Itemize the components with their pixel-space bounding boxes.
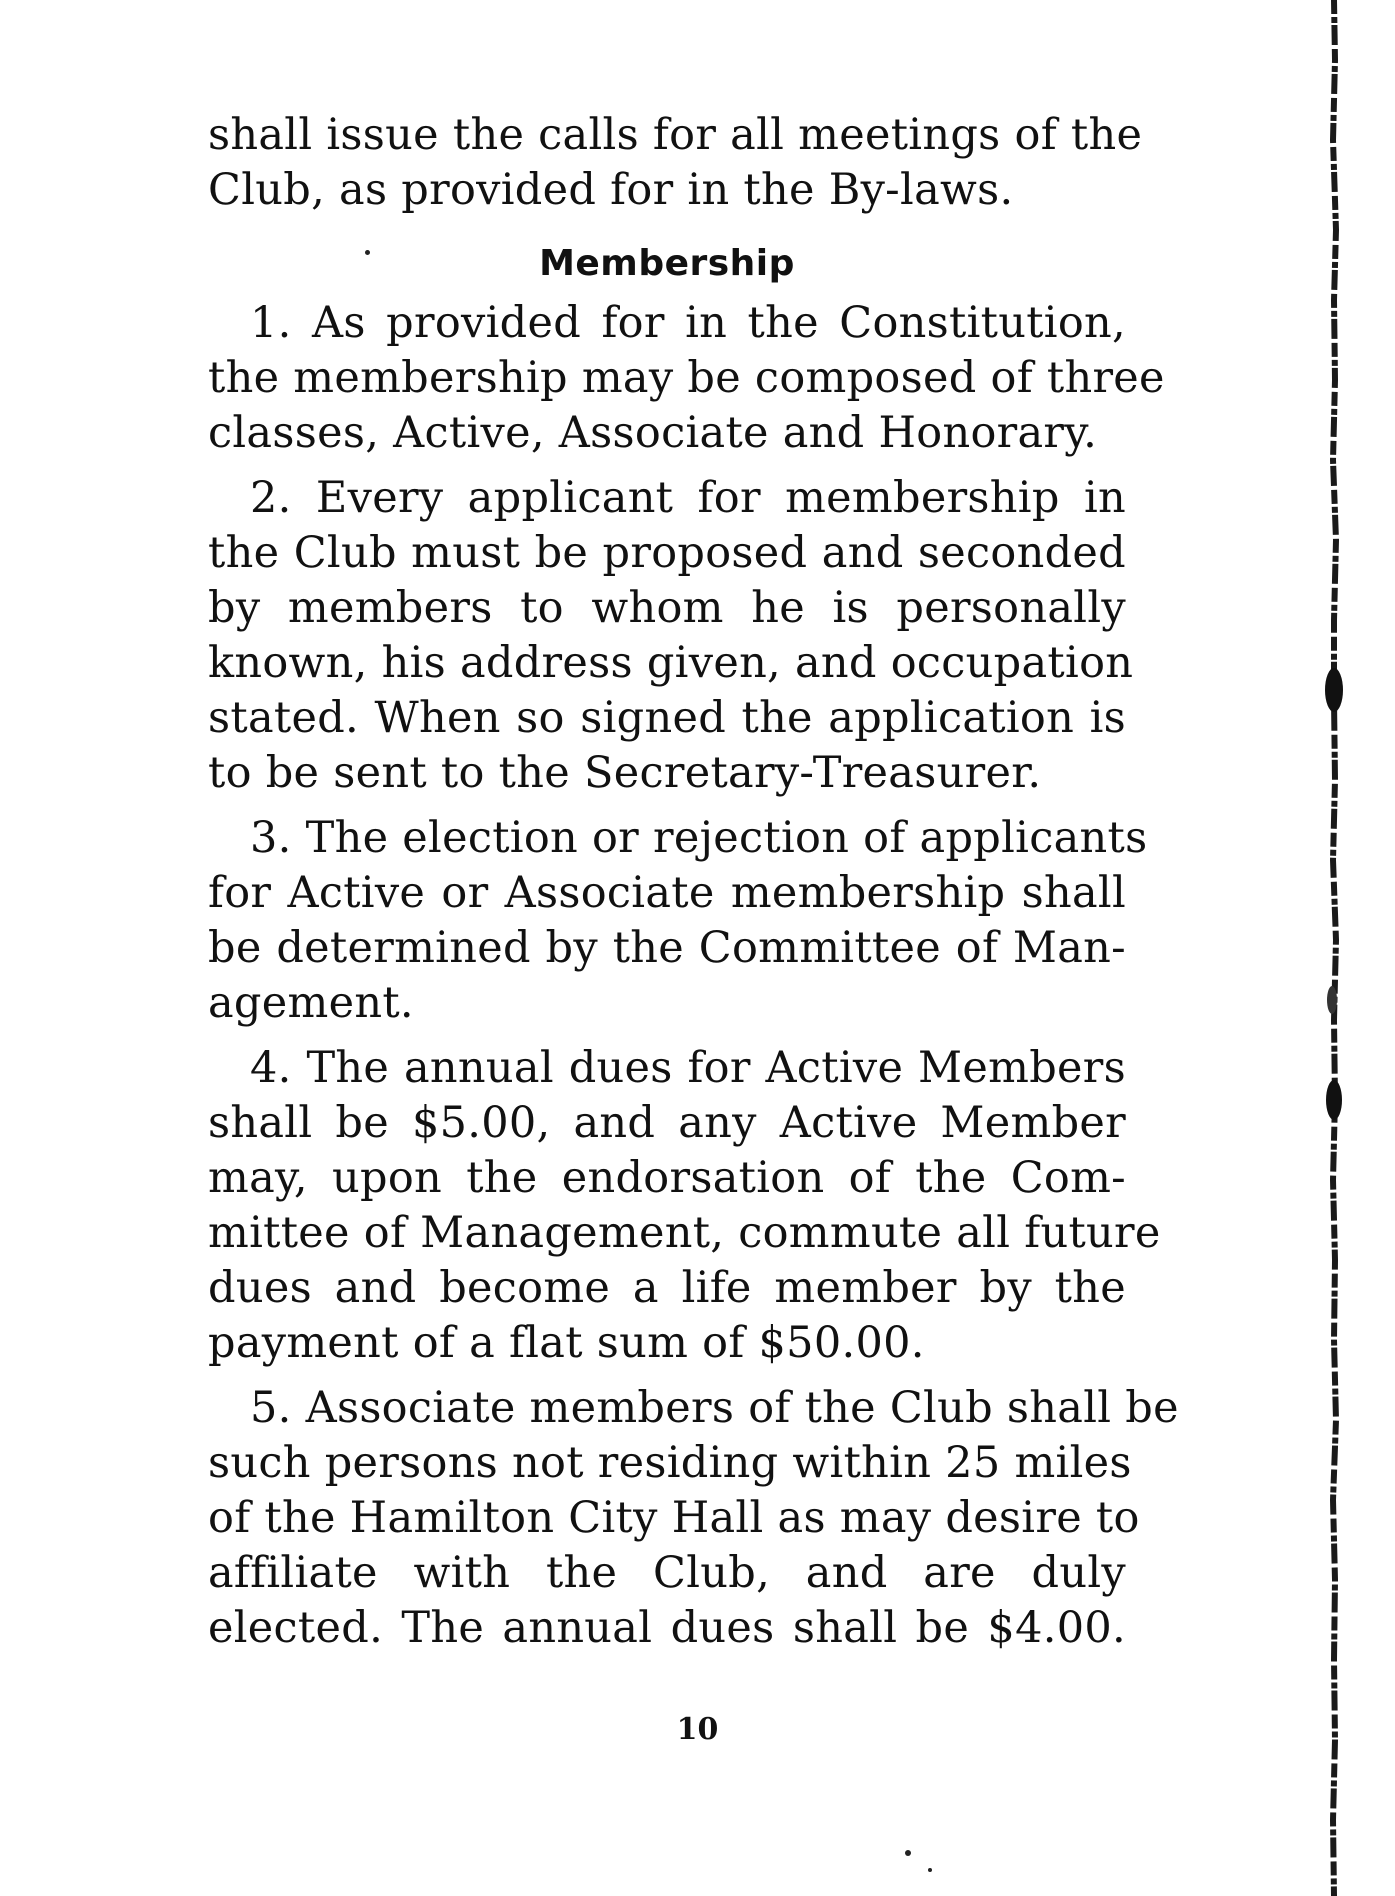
text-line: 4. The annual dues for Active Members	[250, 1043, 1126, 1093]
text-line: such persons not residing within 25 miles	[208, 1438, 1132, 1488]
page-number: 10	[676, 1712, 719, 1747]
paragraph-1	[208, 296, 1165, 461]
text-line: mittee of Management, commute all future	[208, 1208, 1161, 1258]
text-line: 5. Associate members of the Club shall be	[250, 1383, 1179, 1433]
text-line: shall issue the calls for all meetings of the	[208, 110, 1143, 160]
intro-paragraph	[208, 108, 1143, 218]
text-line: 1. As provided for in the Constitution,	[250, 298, 1126, 348]
text-line: payment of a flat sum of $50.00.	[208, 1318, 925, 1368]
text-column	[208, 108, 1179, 1666]
text-line: affiliate with the Club, and are duly	[208, 1548, 1126, 1598]
text-line: agement.	[208, 978, 414, 1028]
text-line: elected. The annual dues shall be $4.00.	[208, 1603, 1126, 1653]
text-line: the membership may be composed of three	[208, 353, 1165, 403]
paragraph-2	[208, 471, 1134, 801]
scan-speck	[928, 1868, 932, 1872]
text-line: stated. When so signed the application is	[208, 693, 1126, 743]
text-line: classes, Active, Associate and Honorary.	[208, 408, 1098, 458]
section-heading: Membership	[539, 243, 795, 284]
text-line: known, his address given, and occupation	[208, 638, 1134, 688]
text-line: by members to whom he is personally	[208, 583, 1126, 633]
text-line: the Club must be proposed and seconded	[208, 528, 1126, 578]
text-line: 2. Every applicant for membership in	[250, 473, 1126, 523]
scan-speck	[365, 250, 370, 255]
text-line: shall be $5.00, and any Active Member	[208, 1098, 1126, 1148]
text-line: Club, as provided for in the By-laws.	[208, 165, 1014, 215]
text-line: 3. The election or rejection of applicants	[250, 813, 1148, 863]
paragraph-4	[208, 1041, 1161, 1371]
text-line: to be sent to the Secretary-Treasurer.	[208, 748, 1042, 798]
text-line: for Active or Associate membership shall	[208, 868, 1126, 918]
paragraph-5	[208, 1381, 1179, 1656]
paragraph-3	[208, 811, 1148, 1031]
text-line: dues and become a life member by the	[208, 1263, 1126, 1313]
text-line: of the Hamilton City Hall as may desire to	[208, 1493, 1140, 1543]
scan-speck	[905, 1850, 911, 1856]
binding-edge	[1322, 0, 1346, 1896]
text-line: may, upon the endorsation of the Com-	[208, 1153, 1126, 1203]
text-line: be determined by the Committee of Man-	[208, 923, 1126, 973]
